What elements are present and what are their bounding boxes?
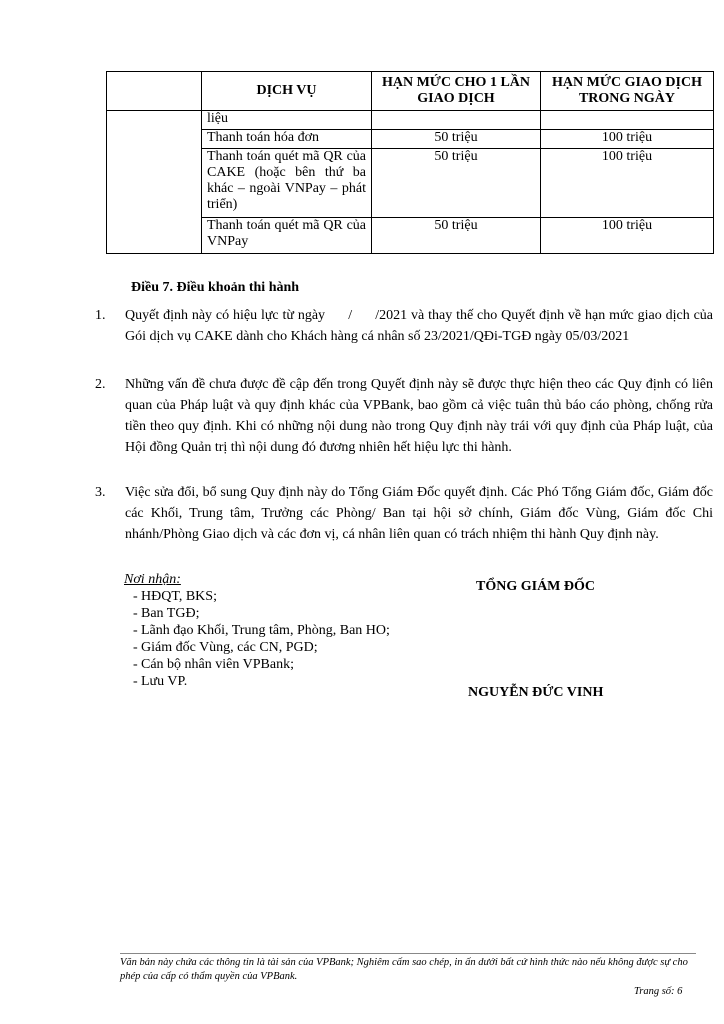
per-day-cell: 100 triệu (541, 149, 714, 218)
item-text: Quyết định này có hiệu lực từ ngày / /2021 và thay thế cho Quyết định về hạn mức giao dịch của Gói dịch vụ CAKE dành cho Khách hàng cá nhân số 23/2021/QĐi-TGĐ ngày 05/03/2021 (125, 308, 717, 344)
service-cell: Thanh toán quét mã QR của VNPay (202, 218, 372, 254)
limits-table (106, 71, 714, 254)
table-row (107, 111, 714, 130)
item-number: 3. (95, 485, 106, 500)
signatory-name: NGUYỄN ĐỨC VINH (468, 685, 604, 700)
list-item: - Lãnh đạo Khối, Trung tâm, Phòng, Ban HO; (124, 622, 394, 639)
per-day-cell (541, 111, 714, 130)
recipients-title: Nơi nhận: (124, 572, 181, 587)
service-cell: liệu (202, 111, 372, 130)
service-cell: Thanh toán quét mã QR của CAKE (hoặc bên thứ ba khác – ngoài VNPay – phát triển) (202, 149, 372, 218)
article-item (95, 482, 713, 545)
article-heading: Điều 7. Điều khoản thi hành (131, 280, 300, 295)
page-number: Trang số: 6 (634, 986, 683, 997)
list-item: - Cán bộ nhân viên VPBank; (124, 656, 394, 673)
item-number: 2. (95, 377, 106, 392)
header-per-transaction: HẠN MỨC CHO 1 LẦN GIAO DỊCH (372, 72, 541, 111)
list-item: - HĐQT, BKS; (124, 588, 394, 605)
empty-header-cell (107, 72, 202, 111)
per-transaction-cell: 50 triệu (372, 149, 541, 218)
per-day-cell: 100 triệu (541, 218, 714, 254)
article-item (95, 305, 717, 347)
footer-divider (120, 953, 696, 954)
item-number: 1. (95, 308, 106, 323)
per-transaction-cell: 50 triệu (372, 130, 541, 149)
service-cell: Thanh toán hóa đơn (202, 130, 372, 149)
recipients-block (124, 571, 394, 690)
list-item: - Ban TGĐ; (124, 605, 394, 622)
per-transaction-cell (372, 111, 541, 130)
footer-notice: Văn bản này chứa các thông tin là tài sản của VPBank; Nghiêm cấm sao chép, in ấn dưới bất cứ hình thức nào nếu không được sự cho phép của cấp có thẩm quyền của VPBank. (120, 957, 688, 982)
header-service: DỊCH VỤ (202, 72, 372, 111)
list-item: - Lưu VP. (124, 673, 394, 690)
per-transaction-cell: 50 triệu (372, 218, 541, 254)
header-per-day: HẠN MỨC GIAO DỊCH TRONG NGÀY (541, 72, 714, 111)
per-day-cell: 100 triệu (541, 130, 714, 149)
item-text: Những vấn đề chưa được đề cập đến trong Quyết định này sẽ được thực hiện theo các Quy định có liên quan của Pháp luật và quy định khác của VPBank, bao gồm cả việc tuân thủ báo cáo phòng, chống rửa tiền theo quy định. Khi có những nội dung nào trong Quy định này trái với quy định của Pháp luật, của Hội đồng Quản trị thì nội dung đó đương nhiên hết hiệu lực thi hành. (125, 377, 713, 455)
recipients-list (124, 588, 394, 690)
empty-first-column (107, 111, 202, 254)
list-item: - Giám đốc Vùng, các CN, PGD; (124, 639, 394, 656)
signatory-title: TỔNG GIÁM ĐỐC (476, 579, 595, 594)
article-item (95, 374, 713, 458)
item-text: Việc sửa đổi, bổ sung Quy định này do Tổng Giám Đốc quyết định. Các Phó Tổng Giám đốc, Giám đốc các Khối, Trung tâm, Trưởng các Phòng/ Ban tại hội sở chính, Giám đốc Vùng, Giám đốc Chi nhánh/Phòng Giao dịch và các đơn vị, cá nhân liên quan có trách nhiệm thi hành Quy định này. (125, 485, 713, 542)
